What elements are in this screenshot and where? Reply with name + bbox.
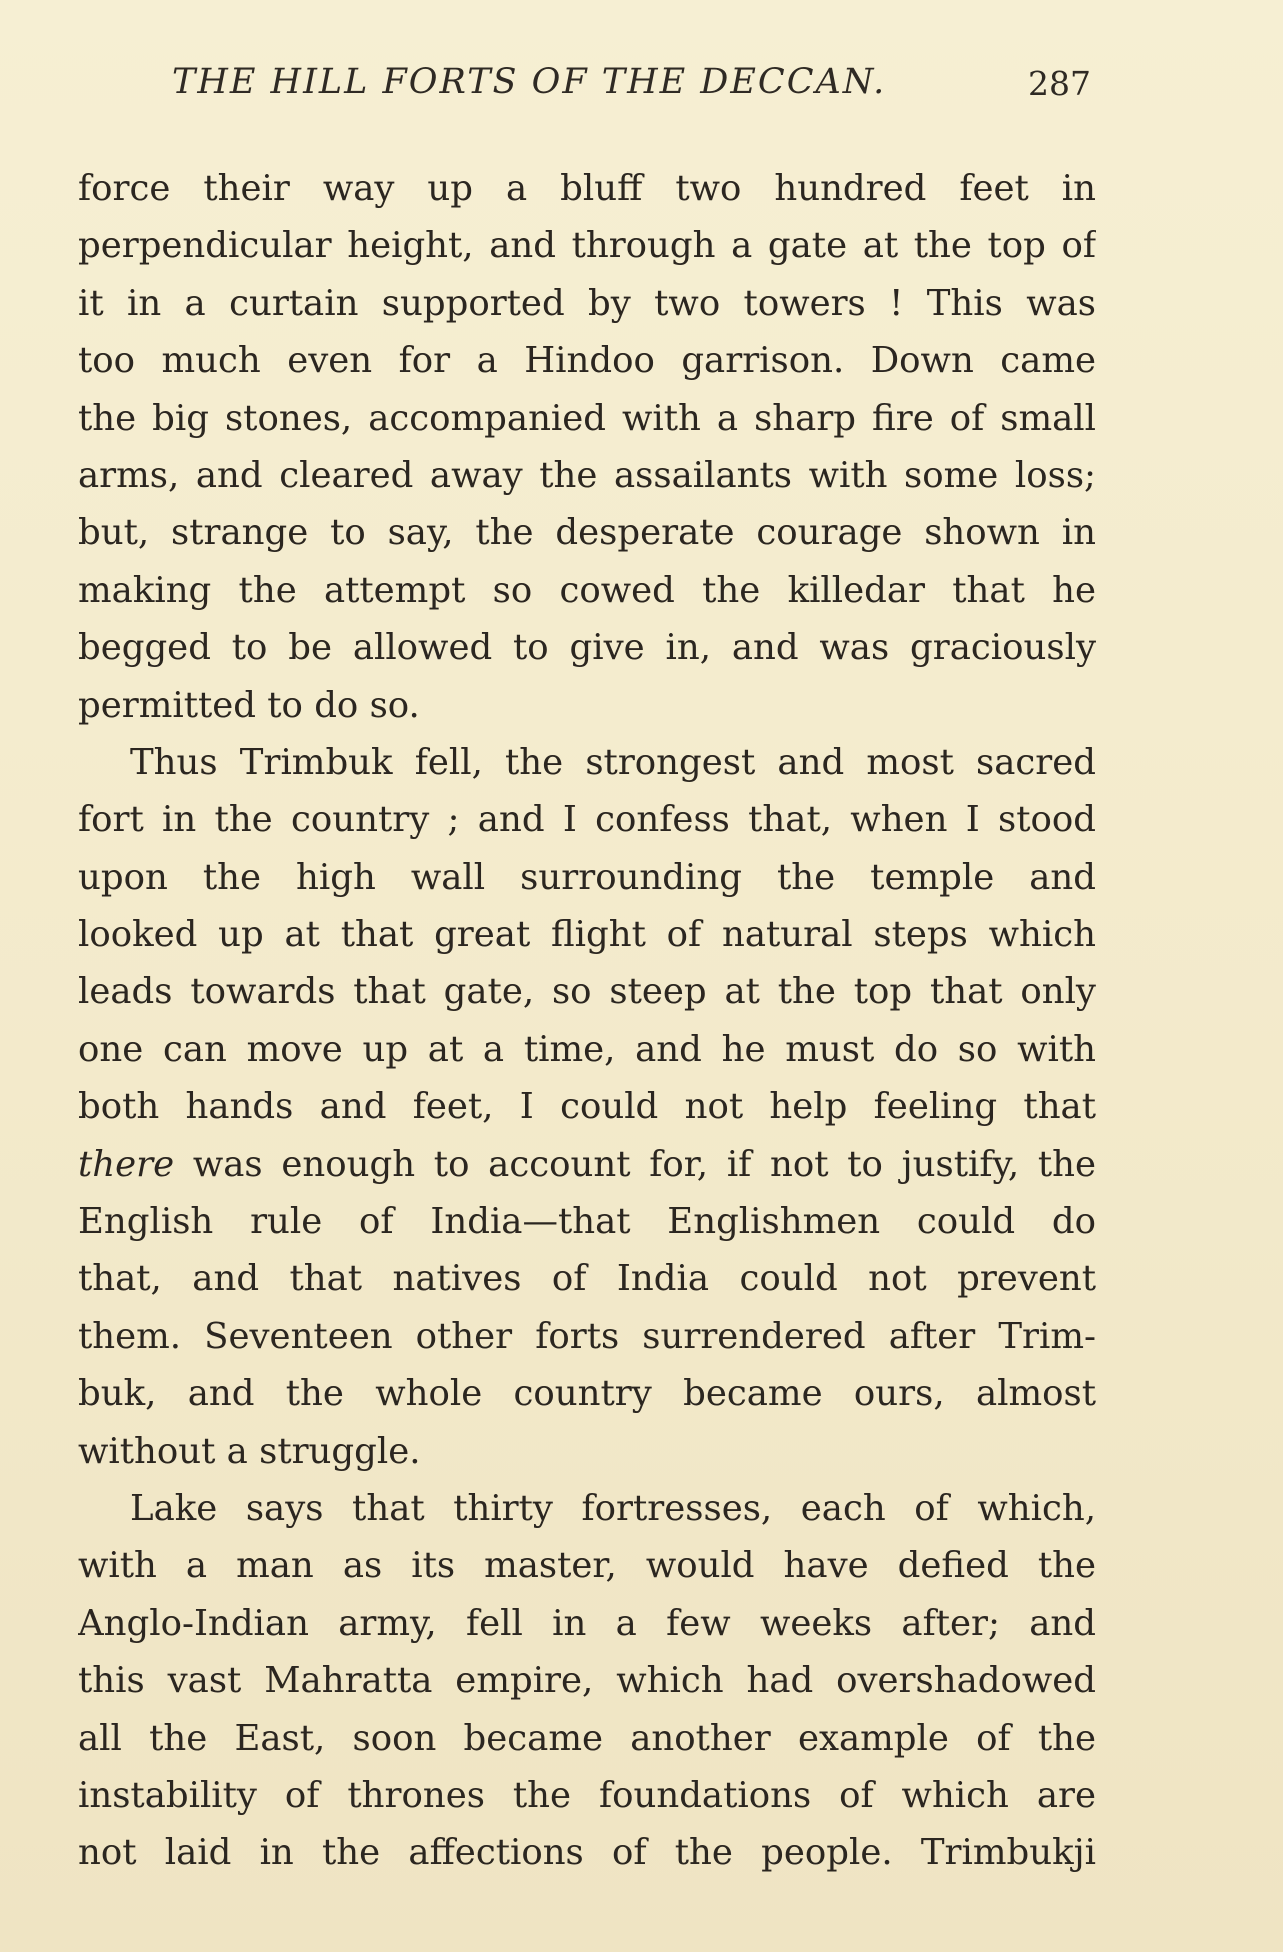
text-line: fort in the country ; and I confess that, when I stood [78, 799, 1096, 841]
text-line: not laid in the affections of the people. Trimbukji [78, 1832, 1096, 1874]
text-line: this vast Mahratta empire, which had overshadowed [78, 1660, 1096, 1702]
text-line-with-emphasis [78, 1136, 1096, 1193]
text-line: looked up at that great flight of natural steps which [78, 914, 1096, 956]
text-line: leads towards that gate, so steep at the top that only [78, 971, 1096, 1013]
page-number: 287 [1028, 64, 1091, 103]
paragraph-1 [78, 160, 1096, 734]
text-line: begged to be allowed to give in, and was graciously [78, 627, 1096, 669]
text-line: force their way up a bluff two hundred feet in [78, 168, 1096, 209]
paragraph-2 [78, 734, 1096, 1480]
body-text [78, 160, 1096, 1882]
text-line: permitted to do so. [78, 684, 420, 726]
text-line: it in a curtain supported by two towers ! This was [78, 282, 1096, 324]
text-line: both hands and feet, I could not help feeling that [78, 1086, 1096, 1128]
text-line: perpendicular height, and through a gate at the top of [78, 225, 1096, 267]
text-line: with a man as its master, would have defied the [78, 1545, 1096, 1587]
text-line: that, and that natives of India could not prevent [78, 1258, 1096, 1300]
running-title: THE HILL FORTS OF THE DECCAN. [172, 62, 887, 102]
text-line: too much even for a Hindoo garrison. Down came [78, 340, 1096, 382]
text-line: buk, and the whole country became ours, almost [78, 1373, 1096, 1415]
running-head [0, 62, 1283, 112]
text-line: Lake says that thirty fortresses, each of which, [130, 1487, 1096, 1529]
text-line: instability of thrones the foundations of which are [78, 1774, 1096, 1816]
emphasized-word: there [78, 1143, 175, 1185]
text-line: the big stones, accompanied with a sharp fire of small [78, 397, 1096, 439]
text-line: arms, and cleared away the assailants with some loss; [78, 454, 1096, 496]
text-line: one can move up at a time, and he must do so with [78, 1028, 1096, 1070]
text-line: Thus Trimbuk fell, the strongest and most sacred [130, 741, 1096, 783]
text-line: making the attempt so cowed the killedar that he [78, 569, 1096, 611]
text-line-rest: was enough to account for, if not to justify, the [192, 1143, 1096, 1185]
text-line: but, strange to say, the desperate courage shown in [78, 512, 1096, 554]
text-line: upon the high wall surrounding the temple and [78, 856, 1096, 898]
paragraph-3 [78, 1480, 1096, 1882]
text-line: without a struggle. [78, 1430, 421, 1472]
text-line: Anglo-Indian army, fell in a few weeks after; and [78, 1602, 1096, 1644]
text-line: English rule of India—that Englishmen could do [78, 1201, 1096, 1243]
text-line: them. Seventeen other forts surrendered after Trim- [78, 1315, 1096, 1357]
text-line: all the East, soon became another example of the [78, 1717, 1096, 1759]
